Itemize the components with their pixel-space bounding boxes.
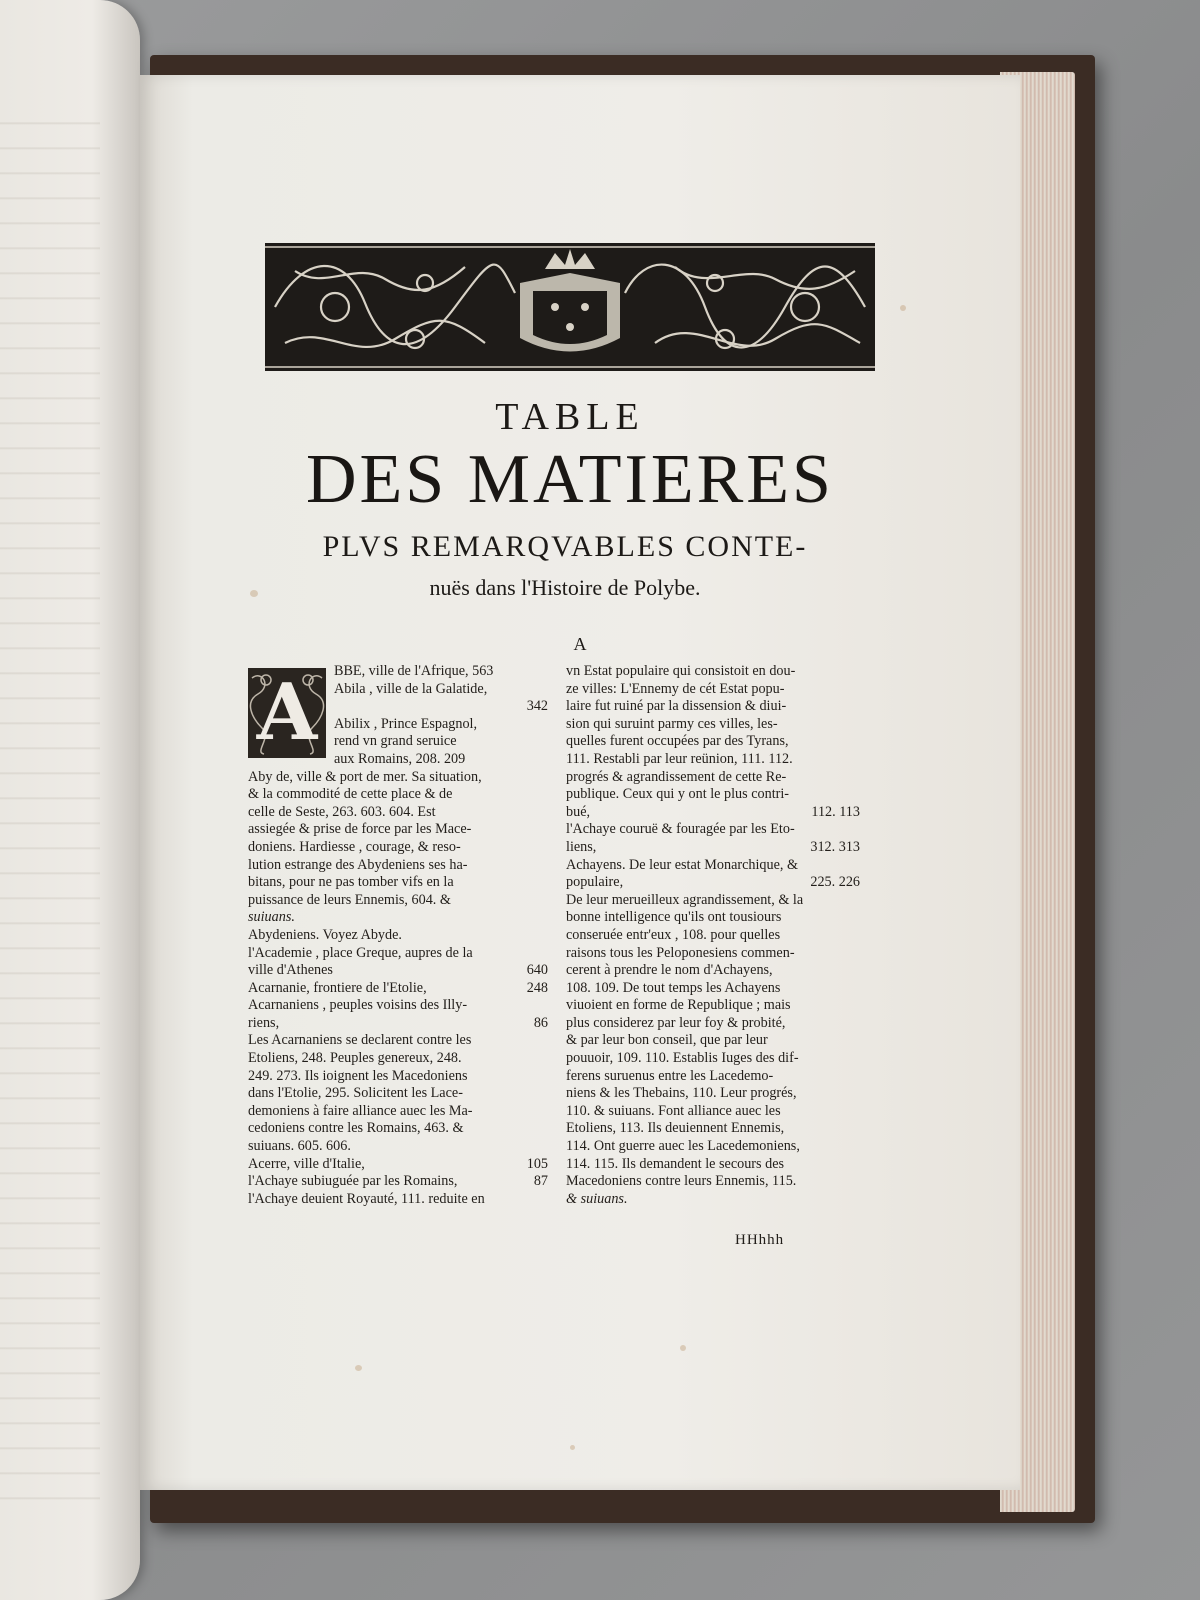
entry-text: raisons tous les Peloponesiens commen- [566,944,795,961]
entry-text: ville d'Athenes [248,962,333,979]
index-entry [248,874,548,892]
index-entry [248,663,548,681]
index-entry [248,945,548,963]
entry-text: 110. & suiuans. Font alliance auec les [566,1102,781,1119]
index-column-right [566,663,860,1208]
entry-text: Achayens. De leur estat Monarchique, & [566,856,799,873]
drop-cap-letter: A [256,668,318,758]
index-entry [566,786,860,804]
index-entry [566,909,860,927]
entry-text: cerent à prendre le nom d'Achayens, [566,962,773,979]
index-entry [248,927,548,945]
entry-page-ref: 312. 313 [810,838,860,855]
index-entry [248,733,548,751]
index-entry [248,1068,548,1086]
entry-text: Abydeniens. Voyez Abyde. [248,926,402,943]
entry-page-ref: 640 [526,962,548,979]
index-entry [566,681,860,699]
entry-text: Acarnaniens , peuples voisins des Illy- [248,997,468,1014]
entry-text: dans l'Etolie, 295. Solicitent les Lace- [248,1085,463,1102]
entry-text: vn Estat populaire qui consistoit en dou- [566,663,796,679]
entry-text: assiegée & prise de force par les Mace- [248,821,472,838]
book-page [140,75,1020,1490]
index-entry [566,1068,860,1086]
entry-text: BBE, ville de l'Afrique, 563 [334,663,494,679]
index-entry [248,804,548,822]
entry-text: & par leur bon conseil, que par leur [566,1032,768,1049]
entry-text: Etoliens, 113. Ils deuiennent Ennemis, [566,1120,785,1137]
entry-text: cedoniens contre les Romains, 463. & [248,1120,464,1137]
index-entry [566,1173,860,1191]
index-entry [248,1085,548,1103]
index-entry [566,769,860,787]
entry-text: publique. Ceux qui y ont le plus contri- [566,786,790,803]
entry-text: quelles furent occupées par des Tyrans, [566,733,789,750]
index-entry [248,751,548,769]
entry-text: suiuans. [248,909,295,926]
entry-text: conseruée entr'eux , 108. pour quelles [566,926,781,943]
index-entry [566,1138,860,1156]
entry-text: l'Achaye deuient Royauté, 111. reduite en [248,1190,485,1207]
index-entry [566,874,860,892]
entry-text: laire fut ruiné par la dissension & diui- [566,698,787,715]
index-entry [248,716,548,734]
entry-text: Abilix , Prince Espagnol, [334,715,478,732]
entry-text: Acarnanie, frontiere de l'Etolie, [248,979,427,996]
index-entry [248,1103,548,1121]
section-letter: A [573,634,587,654]
index-entry [248,997,548,1015]
entry-text: l'Achaye subiuguée par les Romains, [248,1173,458,1190]
entry-page-ref: 248 [526,979,548,996]
index-entry [566,945,860,963]
entry-page-ref: 225. 226 [810,874,860,891]
entry-text: Abila , ville de la Galatide, [334,680,488,697]
entry-text: De leur merueilleux agrandissement, & la [566,891,804,908]
index-entry [248,1138,548,1156]
entry-text: Les Acarnaniens se declarent contre les [248,1032,472,1049]
entry-text: sion qui suruint parmy ces villes, les- [566,715,778,732]
index-entry [566,716,860,734]
entry-text: liens, [566,838,597,855]
index-entry [248,1173,548,1191]
entry-text: plus considerez par leur foy & probité, [566,1014,786,1031]
entry-text: lution estrange des Abydeniens ses ha- [248,856,468,873]
entry-text: doniens. Hardiesse , courage, & reso- [248,838,461,855]
index-column-left [248,663,548,1208]
index-entry [566,1050,860,1068]
entry-text: bué, [566,803,591,820]
index-entry [248,892,548,910]
entry-page-ref: 342 [526,698,548,715]
entry-text: l'Achaye couruë & fouragée par les Eto- [566,821,795,838]
entry-text: & la commodité de cette place & de [248,786,453,803]
index-entry [248,962,548,980]
index-entry [566,839,860,857]
index-entry [248,1050,548,1068]
index-entry [248,698,548,716]
index-entry [566,1032,860,1050]
index-entry [248,1120,548,1138]
index-entry [566,698,860,716]
index-entry [566,857,860,875]
entry-text: riens, [248,1014,280,1031]
entry-text: l'Academie , place Greque, aupres de la [248,944,473,961]
index-entry [248,839,548,857]
entry-page-ref: 105 [526,1155,548,1172]
entry-text: bonne intelligence qu'ils ont tousiours [566,909,782,926]
index-entry [566,804,860,822]
entry-text: populaire, [566,874,624,891]
entry-text: progrés & agrandissement de cette Re- [566,768,787,785]
index-entry [566,927,860,945]
entry-text: puissance de leurs Ennemis, 604. & [248,891,451,908]
entry-text: ze villes: L'Ennemy de cét Estat popu- [566,680,785,697]
index-entry [566,962,860,980]
index-entry [248,681,548,699]
index-entry [248,1156,548,1174]
entry-text: Aby de, ville & port de mer. Sa situation, [248,768,482,785]
index-entry [248,1191,548,1209]
entry-text: 114. Ont guerre auec les Lacedemoniens, [566,1138,800,1155]
entry-text: celle de Seste, 263. 603. 604. Est [248,803,436,820]
entry-text: bitans, pour ne pas tomber vifs en la [248,874,454,891]
index-entry [248,1032,548,1050]
left-page-text-ghost [0,100,100,1500]
index-entry [248,857,548,875]
entry-text: demoniens à faire alliance auec les Ma- [248,1102,473,1119]
entry-text: suiuans. 605. 606. [248,1138,351,1155]
index-entry [566,751,860,769]
entry-text: 108. 109. De tout temps les Achayens [566,979,781,996]
entry-text: rend vn grand seruice [334,733,457,750]
index-entry [566,1191,860,1209]
entry-text: 249. 273. Ils ioignent les Macedoniens [248,1067,468,1084]
signature-mark: HHhhh [735,1232,785,1248]
index-entry [248,909,548,927]
headpiece-ornament-icon [265,243,875,371]
index-entry [248,786,548,804]
title-subtitle-continued: nuës dans l'Histoire de Polybe. [429,575,701,600]
entry-page-ref: 86 [533,1014,548,1031]
index-entry [566,1103,860,1121]
index-entry [248,769,548,787]
entry-text: 111. Restabli par leur reünion, 111. 112. [566,750,793,767]
index-entry [248,980,548,998]
index-entry [566,997,860,1015]
entry-text: Acerre, ville d'Italie, [248,1155,365,1172]
index-entry [566,980,860,998]
title-subtitle: PLVS REMARQVABLES CONTE- [322,530,808,563]
title-main: DES MATIERES [306,441,834,518]
entry-text: Etoliens, 248. Peuples genereux, 248. [248,1050,462,1067]
entry-text: pouuoir, 109. 110. Establis Iuges des dif- [566,1050,799,1067]
ornamental-headpiece [265,243,875,371]
index-entry [248,821,548,839]
index-entry [248,1015,548,1033]
title-table: TABLE [495,396,645,438]
index-entry [566,1015,860,1033]
index-entry [566,821,860,839]
entry-text: Macedoniens contre leurs Ennemis, 115. [566,1173,797,1190]
entry-text: ferens suruenus entre les Lacedemo- [566,1067,774,1084]
entry-page-ref: 87 [533,1173,548,1190]
index-entry [566,1120,860,1138]
index-entry [566,1085,860,1103]
index-entry [566,733,860,751]
entry-text: viuoient en forme de Republique ; mais [566,997,791,1014]
index-entry [566,1156,860,1174]
index-entry [566,892,860,910]
entry-text: aux Romains, 208. 209 [334,750,466,767]
entry-text: niens & les Thebains, 110. Leur progrés, [566,1085,797,1102]
entry-text: & suiuans. [566,1190,628,1207]
entry-text: 114. 115. Ils demandent le secours des [566,1155,785,1172]
entry-page-ref: 112. 113 [811,803,860,820]
left-facing-page [0,0,140,1600]
index-entry [566,663,860,681]
